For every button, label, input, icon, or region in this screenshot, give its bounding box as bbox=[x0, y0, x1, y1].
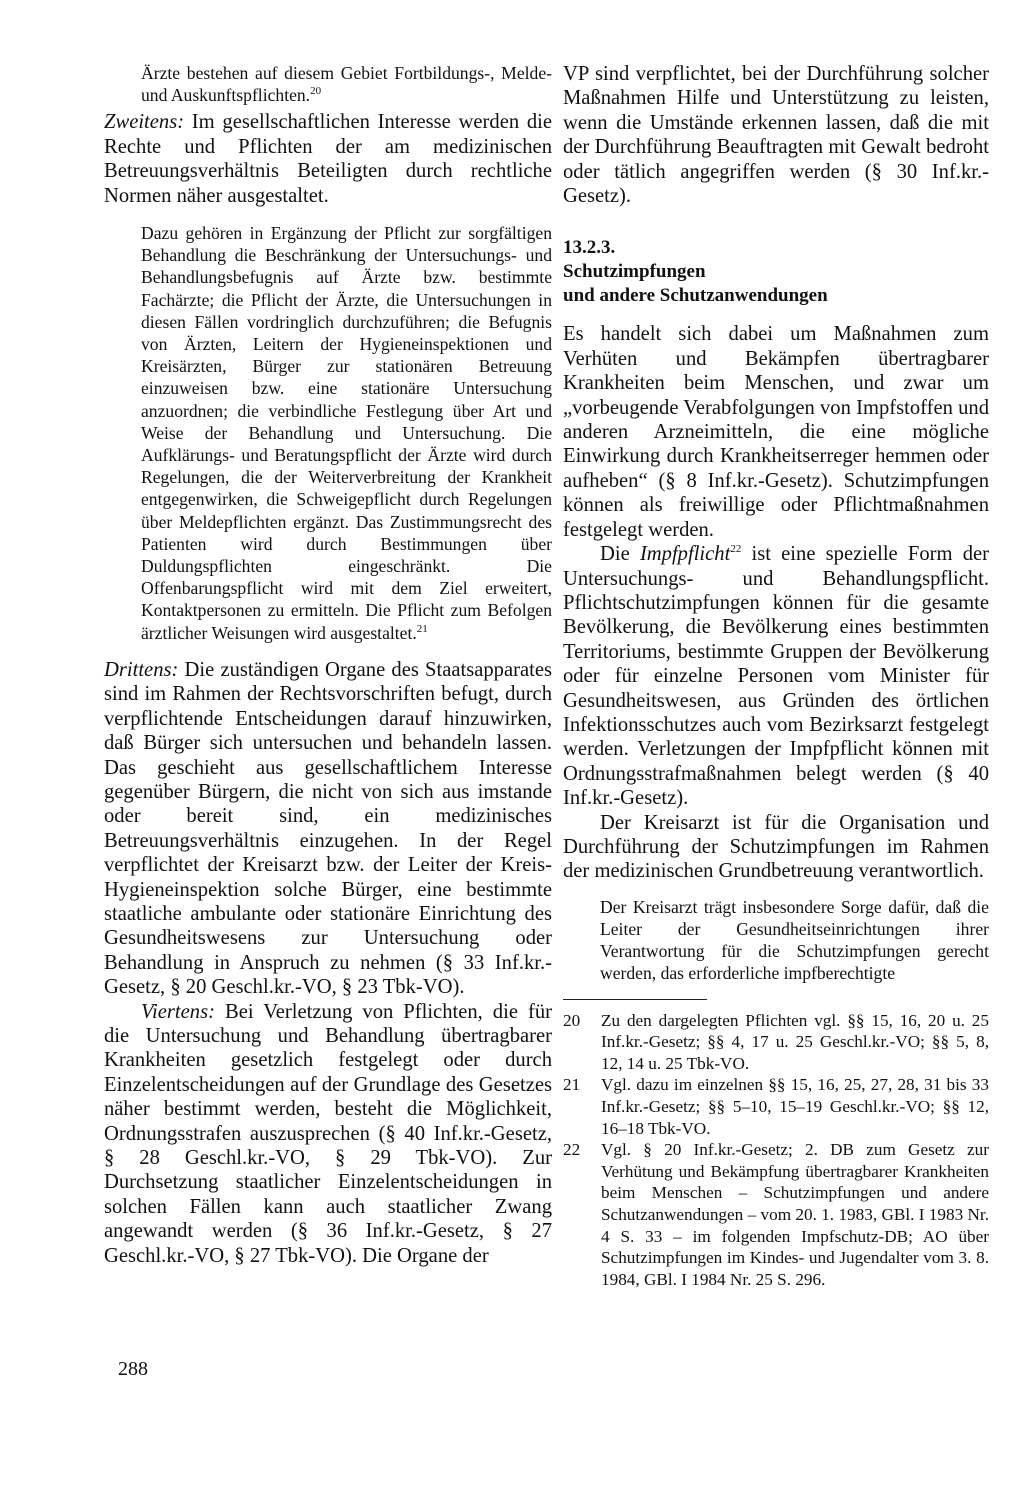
footnote-ref-21[interactable]: 21 bbox=[416, 622, 428, 635]
footnote-number: 22 bbox=[563, 1140, 581, 1160]
paragraph-vp-duty: VP sind verpflichtet, bei der Durchführung solcher Maßnahmen Hilfe und Unterstützung zu leisten, wenn die Umstände erkennen lassen, daß die mit der Durchführung Beauftragten mit Gewalt bedroht oder tätlich angegriffen werden (§ 30 Inf.kr.-Gesetz). bbox=[563, 63, 989, 208]
footnote-text: Vgl. § 20 Inf.kr.-Gesetz; 2. DB zum Gesetz zur Verhütung und Bekämpfung übertragbarer Krankheiten beim Menschen – Schutzimpfungen und andere Schutzanwendungen – vom 20. 1. 1983, GBl. I 1983 Nr. 4 S. 33 – im folgenden Impfschutz-DB; AO über Schutzimpfungen im Kindes- und Jugendalter vom 3. 8. 1984, GBl. I 1984 Nr. 25 S. 296. bbox=[601, 1140, 989, 1289]
page-number: 288 bbox=[118, 1358, 148, 1380]
footnotes bbox=[563, 1010, 989, 1291]
section-title-line2: und andere Schutzanwendungen bbox=[563, 285, 828, 307]
footnote-separator bbox=[563, 999, 707, 1000]
paragraph-viertens: Viertens: Bei Verletzung von Pflichten, die für die Untersuchung und Behandlung übertragbarer Krankheiten gesetzlich festgelegt oder durch Einzelentscheidungen auf der Grundlage des Gesetzes näher bestimmt werden, besteht die Möglichkeit, Ordnungsstrafen auszusprechen (§ 40 Inf.kr.-Gesetz, § 28 Geschl.kr.-VO, § 29 Tbk-VO). Zur Durchsetzung staatlicher Einzelentscheidungen in solchen Fällen kann auch staatlicher Zwang angewandt werden (§ 36 Inf.kr.-Gesetz, § 27 Geschl.kr.-VO, § 27 Tbk-VO). Die Organe der bbox=[104, 1000, 552, 1267]
footnote-21 bbox=[563, 1074, 989, 1139]
paragraph-professional-duties: Ärzte bestehen auf diesem Gebiet Fortbildungs-, Melde- und Auskunftspflichten.$^{20}$ bbox=[141, 63, 552, 106]
term-impfpflicht: Impfpflicht bbox=[639, 543, 731, 566]
footnote-number: 21 bbox=[563, 1075, 581, 1095]
section-heading bbox=[563, 236, 989, 308]
enumeration-lead: Viertens: bbox=[141, 1000, 215, 1023]
footnote-22 bbox=[563, 1139, 989, 1290]
paragraph-drittens: Drittens: Die zuständigen Organe des Staatsapparates sind im Rahmen der Rechtsvorschriften befugt, durch verpflichtende Entscheidungen darauf hinzuwirken, daß Bürger sich untersuchen und behandeln lassen. Das geschieht aus gesellschaftlichem Interesse gegenüber Bürgern, die nicht von sich aus imstande oder bereit sind, ein medizinisches Betreuungsverhältnis einzugehen. In der Regel verpflichtet der Kreisarzt bzw. der Leiter der Kreis-Hygieneinspektion solche Bürger, eine bestimmte staatliche ambulante oder stationäre Einrichtung des Gesundheitswesens zur Untersuchung oder Behandlung in Anspruch zu nehmen (§ 33 Inf.kr.-Gesetz, § 20 Geschl.kr.-VO, § 23 Tbk-VO). bbox=[104, 658, 552, 999]
footnote-ref-20[interactable]: 20 bbox=[310, 85, 322, 98]
paragraph-kreisarzt: Der Kreisarzt ist für die Organisation und Durchführung der Schutzimpfungen im Rahmen der medizinischen Grundbetreuung verantwortlich. bbox=[563, 811, 989, 883]
paragraph-schutzimpfungen: Es handelt sich dabei um Maßnahmen zum Verhüten und Bekämpfen übertragbarer Krankheiten beim Menschen, und zwar um „vorbeugende Verabfolgungen von Impfstoffen und anderen Arzneimitteln, die eine mögliche Einwirkung durch Krankheitserreger hemmen oder aufheben“ (§ 8 Inf.kr.-Gesetz). Schutzimpfungen können als freiwillige oder Pflichtmaßnahmen festgelegt werden. bbox=[563, 323, 989, 541]
paragraph-kreisarzt-detail: Der Kreisarzt trägt insbesondere Sorge dafür, daß die Leiter der Gesundheitseinrichtungen ihrer Verantwortung für die Schutzimpfungen gerecht werden, das erforderliche impfberechtigte bbox=[600, 896, 989, 984]
enumeration-lead: Zweitens: bbox=[104, 111, 185, 134]
footnote-text: Zu den dargelegten Pflichten vgl. §§ 15, 16, 20 u. 25 Inf.kr.-Gesetz; §§ 4, 17 u. 25 Geschl.kr.-VO; §§ 5, 8, 12, 14 u. 25 Tbk-VO. bbox=[601, 1010, 989, 1073]
paragraph-duties-detail: Dazu gehören in Ergänzung der Pflicht zur sorgfältigen Behandlung die Beschränkung der Untersuchungs- und Behandlungsbefugnis auf Ärzte bzw. bestimmte Fachärzte; die Pflicht der Ärzte, die Untersuchungen in diesen Fällen vordringlich durchzuführen; die Befugnis von Ärzten, Leitern der Hygieneinspektionen und Kreisärzten, Bürger zur stationären Betreuung einzuweisen bzw. eine stationäre Untersuchung anzuordnen; die verbindliche Festlegung über Art und Weise der Behandlung und Untersuchung. Die Aufklärungs- und Beratungspflicht der Ärzte wird durch Regelungen, die der Weiterverbreitung der Krankheit entgegenwirken, die Schweigepflicht durch Regelungen über Meldepflichten ergänzt. Das Zustimmungsrecht des Patienten wird durch Bestimmungen über Duldungspflichten eingeschränkt. Die Offenbarungspflicht wird mit dem Ziel erweitert, Kontaktpersonen zu ermitteln. Die Pflicht zum Befolgen ärztlicher Weisungen wird ausgestaltet.$^{21}$ bbox=[141, 223, 552, 643]
footnote-20 bbox=[563, 1010, 989, 1075]
right-column bbox=[563, 62, 989, 1290]
section-title-line1: Schutzimpfungen bbox=[563, 261, 706, 283]
footnote-text: Vgl. dazu im einzelnen §§ 15, 16, 25, 27, 28, 31 bis 33 Inf.kr.-Gesetz; §§ 5–10, 15–19 Geschl.kr.-VO; §§ 12, 16–18 Tbk-VO. bbox=[601, 1075, 989, 1138]
left-column bbox=[104, 62, 552, 1268]
paragraph-zweitens: Zweitens: Im gesellschaftlichen Interesse werden die Rechte und Pflichten der am medizinischen Betreuungsverhältnis Beteiligten durch rechtliche Normen näher ausgestaltet. bbox=[104, 111, 552, 207]
footnote-ref-22[interactable]: 22 bbox=[730, 543, 742, 556]
section-number: 13.2.3. bbox=[563, 237, 616, 259]
enumeration-lead: Drittens: bbox=[104, 658, 179, 681]
footnote-number: 20 bbox=[563, 1010, 581, 1030]
paragraph-impfpflicht: Die Impfpflicht$^{22}$ ist eine spezielle Form der Untersuchungs- und Behandlungspflicht. Pflichtschutzimpfungen können für die gesamte Bevölkerung, die Bevölkerung eines bestimmten Territoriums, bestimmte Gruppen der Bevölkerung oder für einzelne Personen vom Minister für Gesundheitswesen, aus Gründen des örtlichen Infektionsschutzes auch vom Bezirksarzt festgelegt werden. Verletzungen der Impfpflicht können mit Ordnungsstrafmaßnahmen belegt werden (§ 40 Inf.kr.-Gesetz). bbox=[563, 543, 989, 810]
